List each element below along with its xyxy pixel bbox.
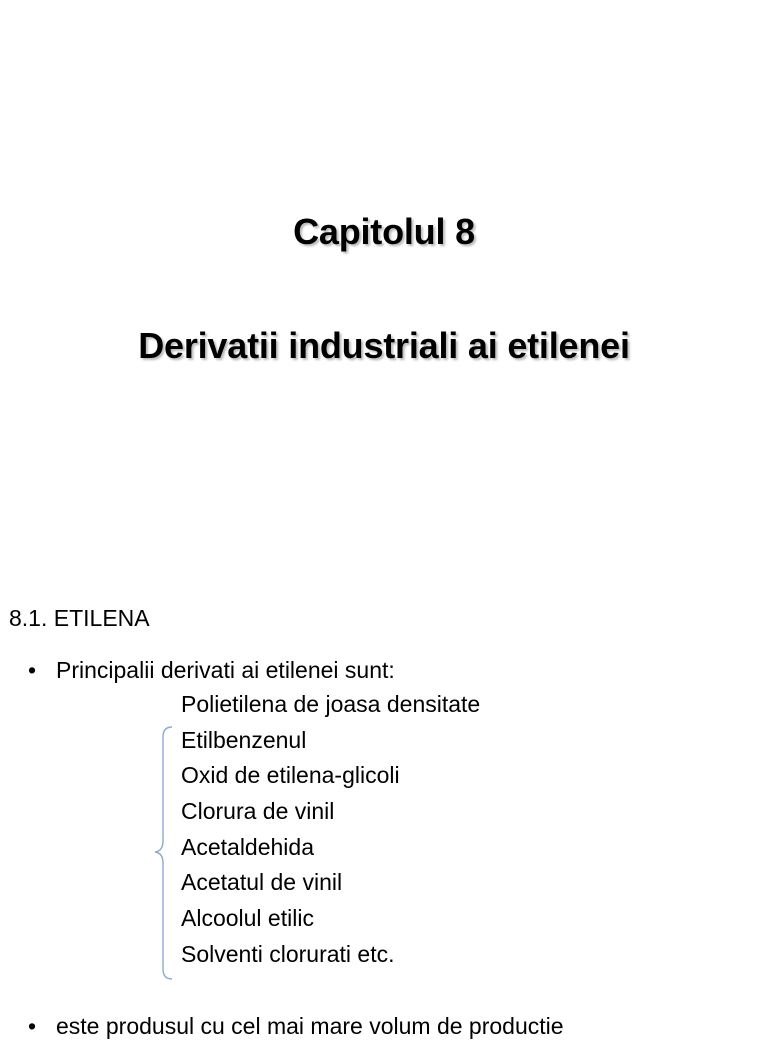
next-bullet — [28, 1012, 564, 1040]
chapter-heading: Capitolul 8 — [293, 211, 475, 252]
list-item: Solventi clorurati etc. — [181, 940, 395, 967]
list-item: Etilbenzenul — [181, 726, 307, 753]
intro-bullet-text: Principalii derivati ai etilenei sunt: — [56, 657, 395, 683]
list-item: Polietilena de joasa densitate — [181, 691, 481, 717]
list-item: Alcoolul etilic — [181, 905, 314, 932]
bullet-symbol: • — [28, 1013, 37, 1039]
list-item: Clorura de vinil — [181, 798, 335, 825]
chapter-title: Derivatii industriali ai etilenei — [138, 325, 630, 366]
left-brace-icon — [152, 725, 176, 981]
derivatives-list — [181, 690, 480, 976]
intro-bullet — [28, 656, 395, 684]
list-item: Acetaldehida — [181, 833, 314, 860]
section-heading: 8.1. ETILENA — [9, 605, 150, 631]
list-item: Oxid de etilena-glicoli — [181, 762, 400, 789]
next-bullet-text: este produsul cu cel mai mare volum de productie — [56, 1013, 564, 1039]
list-item: Acetatul de vinil — [181, 869, 343, 896]
bullet-symbol: • — [28, 657, 37, 683]
